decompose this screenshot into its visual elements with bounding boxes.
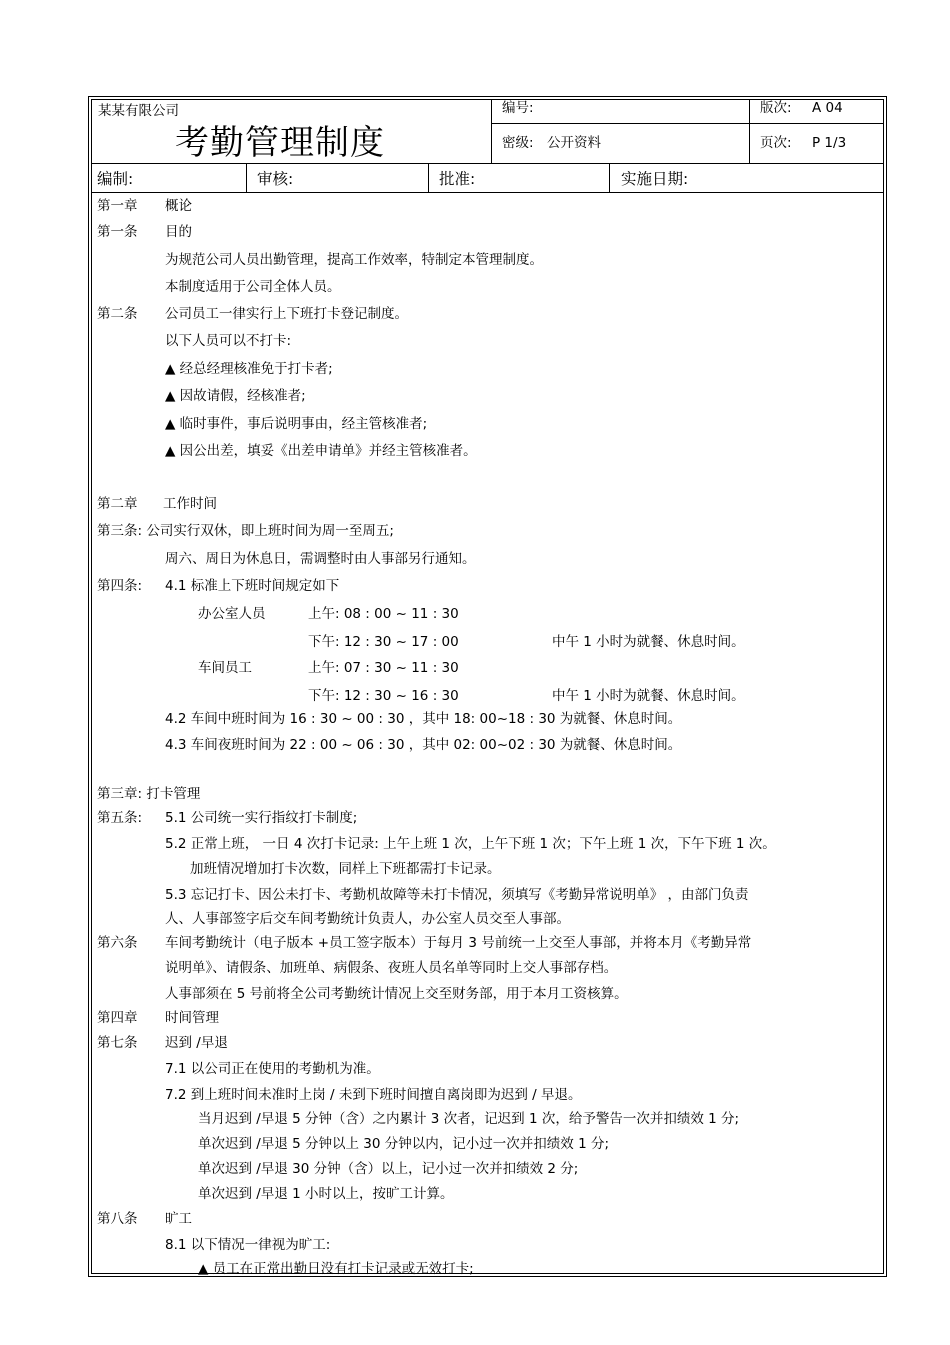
article-heading: 第八条 <box>97 1211 138 1227</box>
schedule-group: 办公室人员 <box>198 606 266 622</box>
header-divider <box>491 99 492 163</box>
schedule-group: 车间员工 <box>198 660 252 676</box>
paragraph: 本制度适用于公司全体人员。 <box>165 279 341 295</box>
paragraph: 8.1 以下情况一律视为旷工: <box>165 1237 331 1253</box>
article-heading: 第五条: <box>97 810 143 826</box>
secret-value: 公开资料 <box>547 135 601 151</box>
article-title: 目的 <box>165 224 192 240</box>
chapter-heading: 第二章 <box>97 496 138 512</box>
paragraph: 5.2 正常上班， 一日 4 次打卡记录: 上午上班 1 次，上午下班 1 次；下午上班 1 次，下午下班 1 次。 <box>165 836 776 852</box>
header-divider <box>91 192 884 193</box>
article-heading: 第一条 <box>97 224 138 240</box>
paragraph: 第三条: 公司实行双休，即上班时间为周一至周五; <box>97 523 394 539</box>
schedule-time: 上午: 08 : 00 ~ 11 : 30 <box>308 606 459 622</box>
document-title: 考勤管理制度 <box>175 123 385 163</box>
version-label: 版次: <box>760 100 792 116</box>
paragraph: 4.3 车间夜班时间为 22 : 00 ~ 06 : 30 ，其中 02: 00~02 : 30 为就餐、休息时间。 <box>165 737 682 753</box>
paragraph: 单次迟到 /早退 1 小时以上，按旷工计算。 <box>198 1186 454 1202</box>
article-heading: 第二条 <box>97 306 138 322</box>
paragraph: 4.2 车间中班时间为 16 : 30 ~ 00 : 30 ，其中 18: 00~18 : 30 为就餐、休息时间。 <box>165 711 682 727</box>
version-value: A 04 <box>812 100 843 116</box>
bullet-item: ▲ 因公出差，填妥《出差申请单》并经主管核准者。 <box>165 443 477 459</box>
paragraph: 车间考勤统计（电子版本 +员工签字版本）于每月 3 号前统一上交至人事部，并将本月《考勤异常 <box>165 935 752 951</box>
bullet-item: ▲ 临时事件，事后说明事由，经主管核准者; <box>165 416 428 432</box>
chapter-heading: 第三章: 打卡管理 <box>97 786 201 802</box>
chapter-title: 概论 <box>165 198 192 214</box>
secret-label: 密级: <box>502 135 534 151</box>
paragraph: 为规范公司人员出勤管理，提高工作效率，特制定本管理制度。 <box>165 252 543 268</box>
chapter-title: 时间管理 <box>165 1010 219 1026</box>
article-heading: 第七条 <box>97 1035 138 1051</box>
schedule-time: 下午: 12 : 30 ~ 17 : 00 <box>308 634 459 650</box>
paragraph: 当月迟到 /早退 5 分钟（含）之内累计 3 次者，记迟到 1 次，给予警告一次并扣绩效 1 分; <box>198 1111 740 1127</box>
paragraph: 人、人事部签字后交车间考勤统计负责人，办公室人员交至人事部。 <box>165 911 570 927</box>
header-divider <box>491 123 884 124</box>
paragraph: 周六、周日为休息日，需调整时由人事部另行通知。 <box>165 551 476 567</box>
schedule-time: 下午: 12 : 30 ~ 16 : 30 <box>308 688 459 704</box>
article-title: 迟到 /早退 <box>165 1035 228 1051</box>
paragraph: 7.1 以公司正在使用的考勤机为准。 <box>165 1061 380 1077</box>
bullet-item: ▲ 经总经理核准免于打卡者; <box>165 361 333 377</box>
header-divider <box>428 163 429 192</box>
chapter-heading: 第四章 <box>97 1010 138 1026</box>
date-label: 实施日期: <box>621 170 689 188</box>
company-name: 某某有限公司 <box>98 103 179 119</box>
article-heading: 第六条 <box>97 935 138 951</box>
schedule-time: 上午: 07 : 30 ~ 11 : 30 <box>308 660 459 676</box>
paragraph: 5.3 忘记打卡、因公未打卡、考勤机故障等未打卡情况，须填写《考勤异常说明单》 ，由部门负责 <box>165 887 749 903</box>
paragraph: 单次迟到 /早退 30 分钟（含）以上，记小过一次并扣绩效 2 分; <box>198 1161 579 1177</box>
approve-label: 批准: <box>439 170 476 188</box>
bullet-item: ▲ 因故请假，经核准者; <box>165 388 306 404</box>
header-divider <box>246 163 247 192</box>
paragraph: 以下人员可以不打卡: <box>165 333 292 349</box>
schedule-note: 中午 1 小时为就餐、休息时间。 <box>552 688 745 704</box>
paragraph: 加班情况增加打卡次数，同样上下班都需打卡记录。 <box>190 861 501 877</box>
article-heading: 第四条: <box>97 578 143 594</box>
paragraph: 单次迟到 /早退 5 分钟以上 30 分钟以内，记小过一次并扣绩效 1 分; <box>198 1136 609 1152</box>
header-divider <box>609 163 610 192</box>
bullet-item: ▲ 员工在正常出勤日没有打卡记录或无效打卡; <box>198 1261 474 1277</box>
page-label: 页次: <box>760 135 792 151</box>
article-title: 旷工 <box>165 1211 192 1227</box>
schedule-note: 中午 1 小时为就餐、休息时间。 <box>552 634 745 650</box>
header-divider <box>91 163 884 164</box>
chapter-title: 工作时间 <box>163 496 217 512</box>
paragraph: 4.1 标准上下班时间规定如下 <box>165 578 340 594</box>
header-divider <box>749 99 750 163</box>
compile-label: 编制: <box>97 170 134 188</box>
paragraph: 说明单》、请假条、加班单、病假条、夜班人员名单等同时上交人事部存档。 <box>165 960 618 976</box>
paragraph: 人事部须在 5 号前将全公司考勤统计情况上交至财务部，用于本月工资核算。 <box>165 986 628 1002</box>
number-label: 编号: <box>502 100 534 116</box>
paragraph: 5.1 公司统一实行指纹打卡制度; <box>165 810 358 826</box>
page-value: P 1/3 <box>812 135 847 151</box>
paragraph: 公司员工一律实行上下班打卡登记制度。 <box>165 306 408 322</box>
chapter-heading: 第一章 <box>97 198 138 214</box>
review-label: 审核: <box>257 170 294 188</box>
paragraph: 7.2 到上班时间未准时上岗 / 未到下班时间擅自离岗即为迟到 / 早退。 <box>165 1087 582 1103</box>
